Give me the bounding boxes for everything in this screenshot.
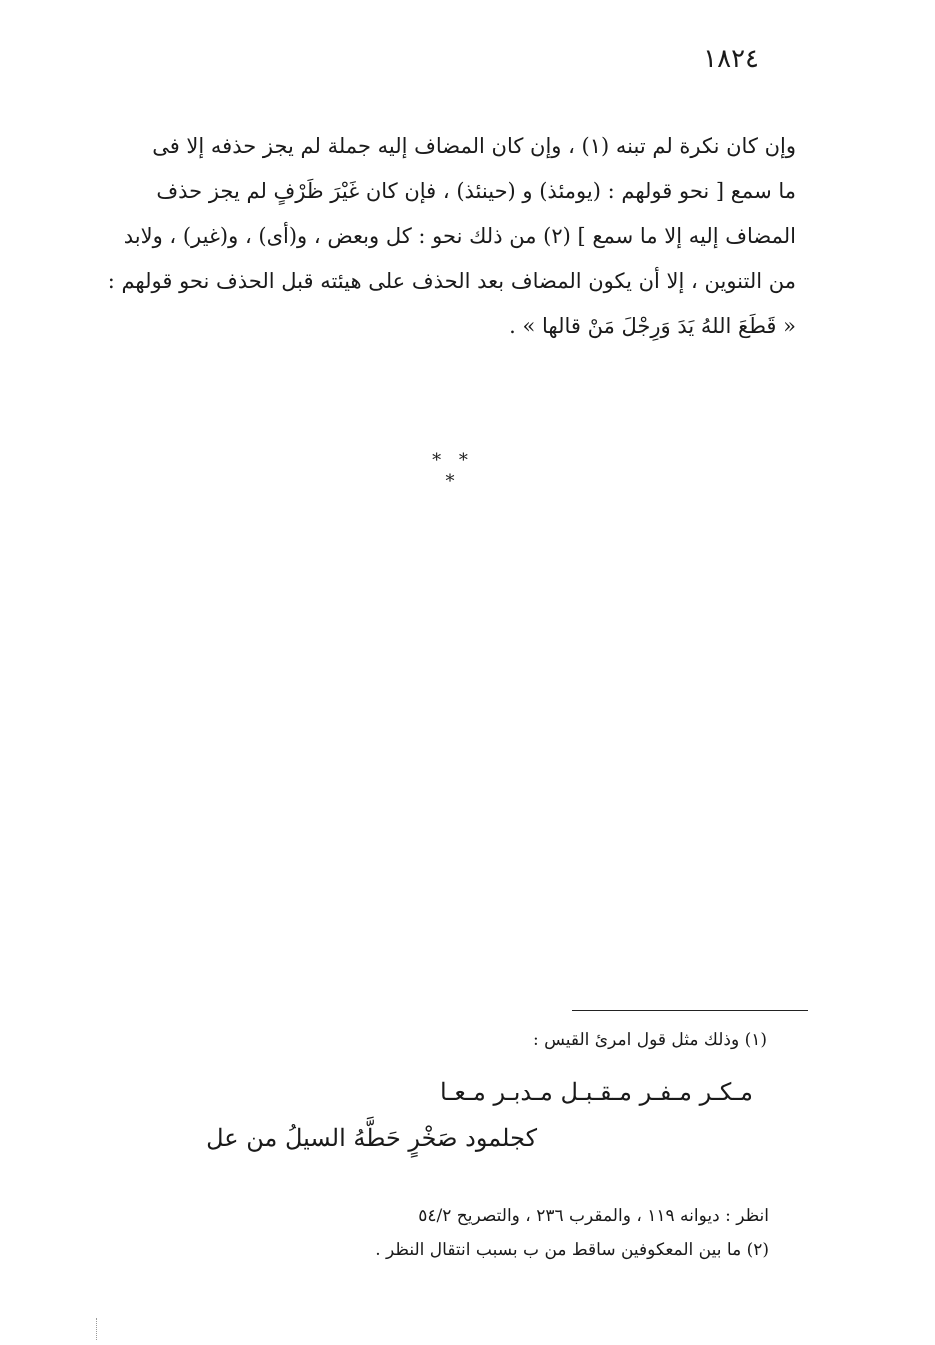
footnote-1-source: انظر : ديوانه ١١٩ ، والمقرب ٢٣٦ ، والتصريح ٥٤/٢: [418, 1206, 769, 1226]
body-line: « قَطَعَ اللهُ يَدَ وَرِجْلَ مَنْ قالها » .: [509, 314, 796, 338]
scan-edge-mark: [96, 1318, 99, 1340]
verse-first-half: مـكـر مـفـر مـقـبـل مـدبـر مـعـا: [440, 1078, 753, 1106]
body-line: المضاف إليه إلا ما سمع ] (٢) من ذلك نحو : كل وبعض ، و(أى) ، و(غير) ، ولابد: [123, 224, 796, 248]
footnote-2: (٢) ما بين المعكوفين ساقط من ب بسبب انتقال النظر .: [375, 1240, 769, 1260]
footnote-divider: [572, 1010, 808, 1011]
body-line: وإن كان نكرة لم تبنه (١) ، وإن كان المضاف إليه جملة لم يجز حذفه إلا فى: [152, 134, 796, 158]
page-number: ١٨٢٤: [703, 44, 759, 74]
body-line: من التنوين ، إلا أن يكون المضاف بعد الحذف على هيئته قبل الحذف نحو قولهم :: [107, 269, 796, 293]
verse-second-half: كجلمود صَخْرٍ حَطَّهُ السيلُ من عل: [206, 1124, 537, 1152]
body-text: [96, 124, 796, 349]
body-line: ما سمع [ نحو قولهم : (يومئذ) و (حينئذ) ، فإن كان غَيْرَ ظَرْفٍ لم يجز حذف: [156, 179, 796, 203]
section-separator: * * *: [432, 450, 474, 492]
footnote-1-intro: (١) وذلك مثل قول امرئ القيس :: [532, 1030, 767, 1050]
